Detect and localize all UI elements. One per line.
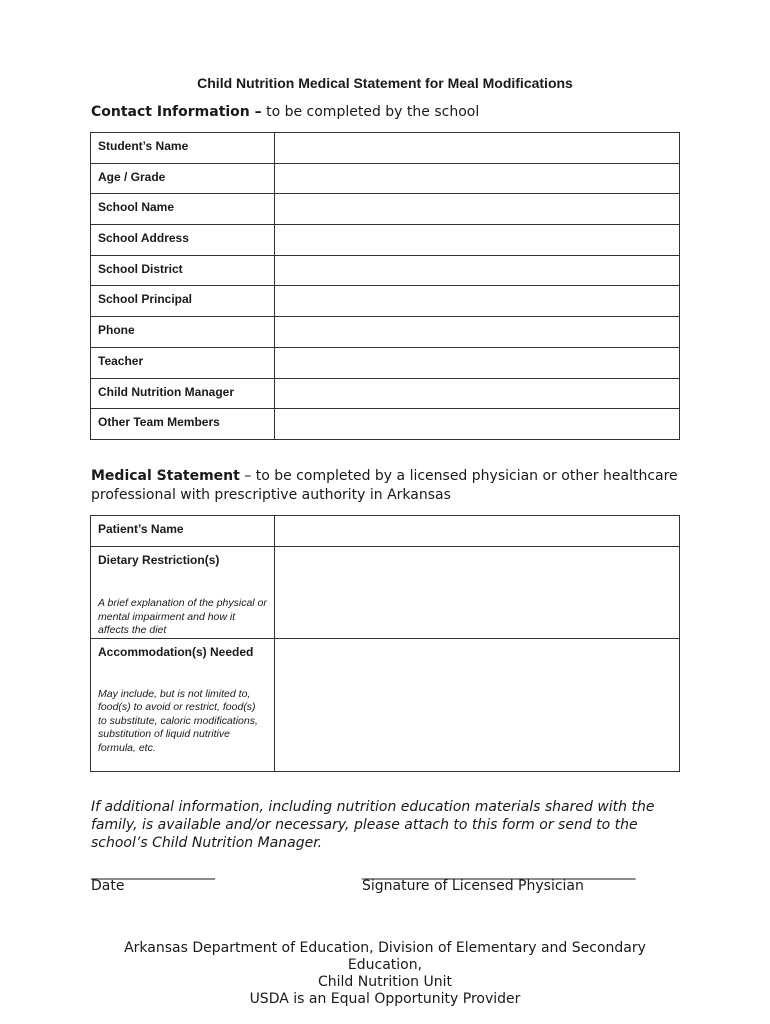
field-label-dietary-restrictions: Dietary Restriction(s) (98, 553, 220, 567)
field-label-other-team-members: Other Team Members (91, 409, 275, 440)
field-label-teacher: Teacher (91, 347, 275, 378)
footer-line-1: Arkansas Department of Education, Division of Elementary and Secondary (124, 940, 646, 956)
nutrition-manager-field[interactable] (275, 378, 680, 409)
contact-info-table (90, 132, 680, 440)
footer (0, 940, 770, 1008)
field-label-patient-name: Patient’s Name (91, 516, 275, 547)
medical-heading-note: – to be completed by a licensed physician or other healthcare professional with prescriptive authority in Arkansas (91, 468, 678, 503)
field-label-school-district: School District (91, 255, 275, 286)
table-row (91, 516, 680, 547)
school-name-field[interactable] (275, 194, 680, 225)
field-label-student-name: Student’s Name (91, 133, 275, 164)
table-row (91, 225, 680, 256)
field-label-school-principal: School Principal (91, 286, 275, 317)
field-label-age-grade: Age / Grade (91, 163, 275, 194)
phone-field[interactable] (275, 317, 680, 348)
table-row (91, 286, 680, 317)
teacher-field[interactable] (275, 347, 680, 378)
school-address-field[interactable] (275, 225, 680, 256)
age-grade-field[interactable] (275, 163, 680, 194)
medical-section-heading (91, 467, 691, 505)
table-row (91, 638, 680, 771)
table-row (91, 347, 680, 378)
dietary-restrictions-hint: A brief explanation of the physical or mental impairment and how it affects the diet (98, 597, 267, 636)
footer-line-2: Education, (347, 957, 423, 973)
medical-heading-bold: Medical Statement (91, 468, 240, 484)
date-label: Date (91, 878, 125, 894)
field-label-phone: Phone (91, 317, 275, 348)
table-row (91, 317, 680, 348)
accommodations-hint: May include, but is not limited to, food(s) to avoid or restrict, food(s) to substitute, caloric modifications, substitution of liquid nutritive formula, etc. (98, 687, 258, 754)
field-label-nutrition-manager: Child Nutrition Manager (91, 378, 275, 409)
table-row (91, 378, 680, 409)
student-name-field[interactable] (275, 133, 680, 164)
dietary-restrictions-cell (91, 547, 275, 639)
school-principal-field[interactable] (275, 286, 680, 317)
footer-line-3: Child Nutrition Unit (317, 974, 452, 990)
school-district-field[interactable] (275, 255, 680, 286)
physician-signature-line[interactable]: __________________________________________ (362, 864, 635, 880)
contact-section-heading (91, 103, 691, 122)
patient-name-field[interactable] (275, 516, 680, 547)
additional-info-note: If additional information, including nutrition education materials shared with the family, is available and/or necessary, please attach to this form or send to the school’s Child Nutrition Manager. (91, 799, 655, 851)
field-label-school-address: School Address (91, 225, 275, 256)
accommodations-field[interactable] (275, 638, 680, 771)
accommodations-cell (91, 638, 275, 771)
physician-signature-block (362, 866, 635, 894)
contact-heading-note: to be completed by the school (261, 104, 480, 120)
field-label-school-name: School Name (91, 194, 275, 225)
form-title: Child Nutrition Medical Statement for Meal Modifications (197, 75, 573, 91)
table-row (91, 194, 680, 225)
field-label-accommodations: Accommodation(s) Needed (98, 644, 254, 659)
table-row (91, 547, 680, 639)
table-row (91, 163, 680, 194)
table-row (91, 133, 680, 164)
table-row (91, 255, 680, 286)
date-line[interactable]: ___________________ (91, 864, 215, 880)
other-team-members-field[interactable] (275, 409, 680, 440)
table-row (91, 409, 680, 440)
medical-statement-table (90, 515, 680, 772)
dietary-restrictions-field[interactable] (275, 547, 680, 639)
contact-heading-bold: Contact Information – (91, 104, 262, 120)
footer-line-4: USDA is an Equal Opportunity Provider (249, 991, 521, 1007)
date-signature-block (91, 866, 215, 894)
physician-signature-label: Signature of Licensed Physician (362, 878, 584, 894)
